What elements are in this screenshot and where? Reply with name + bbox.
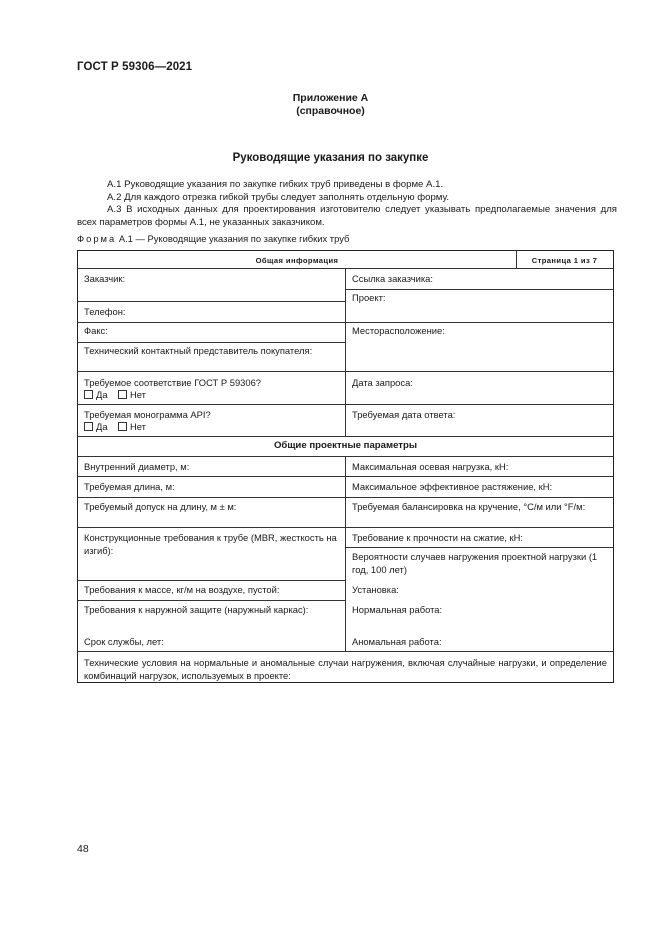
annex-title: Приложение А (292, 92, 369, 104)
caption-form-word: Форма (77, 233, 117, 244)
max-axial-load-field[interactable]: Максимальная осевая нагрузка, кН: (352, 461, 509, 472)
paragraph-a2: А.2 Для каждого отрезка гибкой трубы следует заполнять отдельную форму. (107, 192, 450, 203)
crush-strength-field[interactable]: Требование к прочности на сжатие, кН: (352, 532, 524, 543)
gost-compliance-options (84, 389, 146, 402)
location-field[interactable]: Месторасположение: (352, 325, 445, 336)
standard-header: ГОСТ Р 59306—2021 (77, 61, 193, 73)
gost-no-checkbox[interactable] (118, 390, 127, 399)
section-title: Руководящие указания по закупке (232, 152, 429, 164)
api-yes-label: Да (96, 421, 108, 432)
load-probability-field: Вероятности случаев нагружения проектной нагрузки (1 год, 100 лет) (352, 551, 598, 575)
length-tolerance-field[interactable]: Требуемый допуск на длину, м ± м: (84, 501, 237, 512)
annex-type: (справочное) (296, 105, 365, 117)
phone-field[interactable]: Телефон: (84, 306, 126, 317)
form-caption (77, 233, 349, 244)
external-protection-field[interactable]: Требования к наружной защите (наружный каркас): (84, 604, 309, 615)
gost-no-label: Нет (130, 389, 146, 400)
fax-field[interactable]: Факс: (84, 325, 108, 336)
tech-conditions-field[interactable]: Технические условия на нормальные и аномальные случаи нагружения, включая случайные нагрузки, и определение комбинаций нагрузок, используемых в проекте: (84, 657, 607, 681)
required-length-field[interactable]: Требуемая длина, м: (84, 481, 175, 492)
gost-yes-checkbox[interactable] (84, 390, 93, 399)
design-params-header: Общие проектные параметры (273, 440, 418, 451)
inner-diameter-field[interactable]: Внутренний диаметр, м: (84, 461, 190, 472)
procurement-form-table (77, 250, 614, 683)
mass-req-field[interactable]: Требования к массе, кг/м на воздухе, пустой: (84, 584, 280, 595)
project-field[interactable]: Проект: (352, 292, 386, 303)
max-effective-tension-field[interactable]: Максимальное эффективное растяжение, кН: (352, 481, 553, 492)
api-no-label: Нет (130, 421, 146, 432)
request-date-field[interactable]: Дата запроса: (352, 377, 413, 388)
api-yes-checkbox[interactable] (84, 422, 93, 431)
gost-compliance-question: Требуемое соответствие ГОСТ Р 59306? (84, 377, 262, 388)
normal-operation-field[interactable]: Нормальная работа: (352, 604, 443, 615)
general-info-header: Общая информация (255, 256, 339, 265)
service-life-field[interactable]: Срок службы, лет: (84, 636, 164, 647)
api-monogram-question: Требуемая монограмма API? (84, 409, 211, 420)
customer-ref-field[interactable]: Ссылка заказчика: (352, 273, 433, 284)
abnormal-operation-field[interactable]: Аномальная работа: (352, 636, 442, 647)
customer-field[interactable]: Заказчик: (84, 273, 126, 284)
api-monogram-options (84, 421, 146, 434)
response-date-field[interactable]: Требуемая дата ответа: (352, 409, 456, 420)
annex-heading (0, 92, 661, 118)
caption-text: А.1 — Руководящие указания по закупке гибких труб (116, 233, 350, 244)
api-no-checkbox[interactable] (118, 422, 127, 431)
gost-yes-label: Да (96, 389, 108, 400)
tech-contact-field[interactable]: Технический контактный представитель покупателя: (84, 345, 313, 356)
installation-field[interactable]: Установка: (352, 584, 399, 595)
paragraph-a1: А.1 Руководящие указания по закупке гибких труб приведены в форме А.1. (107, 179, 444, 190)
page-number: 48 (77, 843, 89, 855)
torsion-balance-field[interactable]: Требуемая балансировка на кручение, °С/м или °F/м: (352, 501, 586, 512)
page-indicator: Страница 1 из 7 (531, 256, 598, 265)
structural-req-field[interactable]: Конструкционные требования к трубе (MBR, жесткость на изгиб): (84, 532, 337, 556)
paragraph-a3: А.3 В исходных данных для проектирования изготовителю следует указывать предполагаемые значения для всех параметров формы А.1, не указанных заказчиком. (77, 204, 617, 228)
